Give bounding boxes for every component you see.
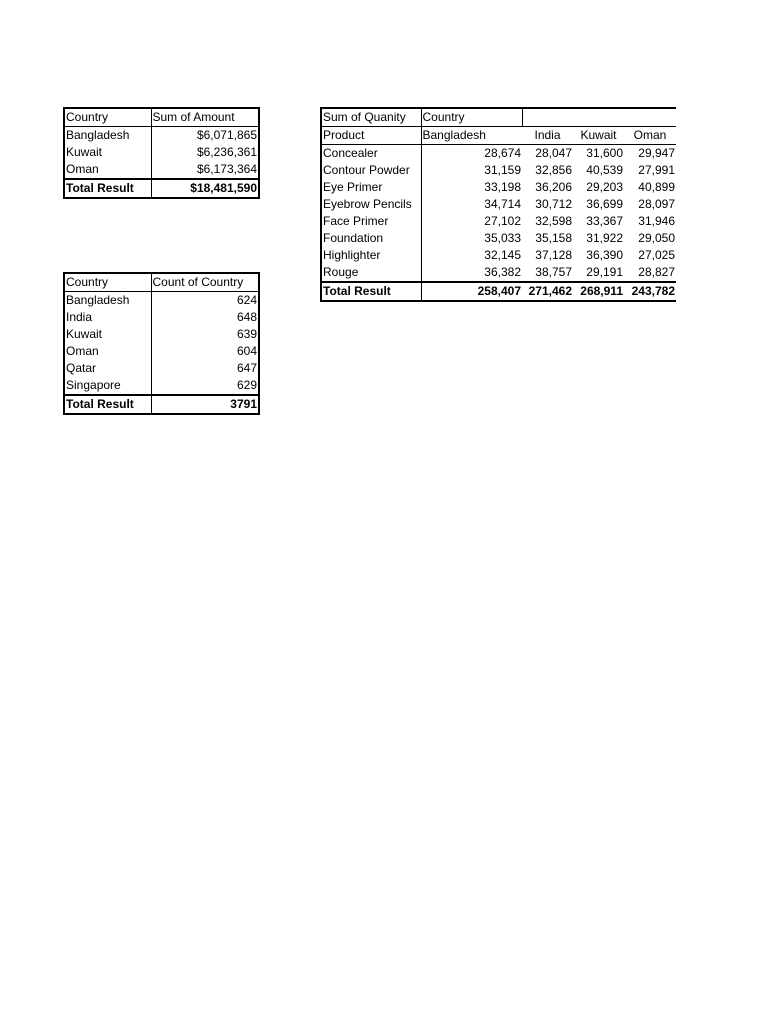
table-row [64, 292, 259, 310]
quantity-cell[interactable]: 36,699 [586, 197, 623, 211]
total-row [64, 395, 259, 414]
table-row [64, 343, 259, 360]
total-amount-cell[interactable]: $18,481,590 [151, 179, 259, 198]
pivot-table-sum-of-quantity [320, 107, 676, 302]
quantity-cell[interactable]: 35,033 [484, 231, 521, 245]
quantity-cell[interactable]: 36,206 [535, 180, 572, 194]
table-row [64, 144, 259, 161]
column-header-cell[interactable]: Bangladesh [421, 127, 522, 145]
product-cell[interactable]: Highlighter [321, 247, 421, 264]
quantity-cell[interactable]: 33,198 [484, 180, 521, 194]
column-header-cell[interactable]: India [522, 127, 573, 145]
count-cell[interactable]: 647 [236, 361, 257, 375]
product-cell[interactable]: Rouge [321, 264, 421, 282]
product-cell[interactable]: Eyebrow Pencils [321, 196, 421, 213]
quantity-cell[interactable]: 32,856 [535, 163, 572, 177]
quantity-cell[interactable]: 36,382 [484, 265, 521, 279]
country-cell[interactable]: Oman [64, 343, 151, 360]
quantity-cell[interactable]: 31,922 [586, 231, 623, 245]
pivot-title-cell[interactable]: Sum of Quanity [321, 108, 421, 127]
table-header-row [321, 127, 676, 145]
product-cell[interactable]: Concealer [321, 145, 421, 163]
quantity-cell[interactable]: 31,600 [586, 146, 623, 160]
quantity-cell[interactable]: 32,145 [484, 248, 521, 262]
quantity-cell[interactable]: 29,191 [586, 265, 623, 279]
quantity-cell[interactable]: 28,047 [535, 146, 572, 160]
count-cell[interactable]: 648 [236, 310, 257, 324]
amount-cell[interactable]: $6,236,361 [196, 145, 257, 159]
quantity-cell[interactable]: 40,539 [586, 163, 623, 177]
quantity-cell[interactable]: 31,946 [638, 214, 675, 228]
quantity-cell[interactable]: 35,158 [535, 231, 572, 245]
country-cell[interactable]: Singapore [64, 377, 151, 395]
quantity-cell[interactable]: 28,097 [638, 197, 675, 211]
quantity-cell[interactable]: 33,367 [586, 214, 623, 228]
quantity-cell[interactable]: 27,102 [484, 214, 521, 228]
count-cell[interactable]: 629 [236, 378, 257, 392]
table-row [64, 360, 259, 377]
table-row [64, 326, 259, 343]
table-header-row [64, 273, 259, 292]
total-row [321, 282, 676, 301]
quantity-cell[interactable]: 38,757 [535, 265, 572, 279]
product-cell[interactable]: Eye Primer [321, 179, 421, 196]
country-cell[interactable]: Bangladesh [64, 127, 151, 145]
table-row [321, 179, 676, 196]
quantity-cell[interactable]: 28,827 [638, 265, 675, 279]
table-row [64, 377, 259, 395]
product-cell[interactable]: Face Primer [321, 213, 421, 230]
quantity-cell[interactable]: 32,598 [535, 214, 572, 228]
column-field-label-cell[interactable]: Country [421, 108, 522, 127]
total-label-cell[interactable]: Total Result [321, 282, 421, 301]
header-cell-country[interactable]: Country [64, 108, 151, 127]
total-quantity-cell[interactable]: 258,407 [421, 282, 522, 301]
table-row [321, 264, 676, 282]
row-field-label-cell[interactable]: Product [321, 127, 421, 145]
quantity-cell[interactable]: 27,025 [638, 248, 675, 262]
count-cell[interactable]: 604 [236, 344, 257, 358]
total-label-cell[interactable]: Total Result [64, 395, 151, 414]
table-row [321, 145, 676, 163]
header-cell-count-of-country[interactable]: Count of Country [151, 273, 259, 292]
total-quantity-cell[interactable]: 271,462 [522, 282, 573, 301]
table-row [321, 230, 676, 247]
pivot-table-count-of-country [63, 272, 260, 415]
table-row [64, 309, 259, 326]
table-header-row [64, 108, 259, 127]
country-cell[interactable]: Qatar [64, 360, 151, 377]
country-cell[interactable]: Kuwait [64, 326, 151, 343]
column-header-cell[interactable]: Oman [624, 127, 676, 145]
table-row [321, 247, 676, 264]
country-cell[interactable]: Kuwait [64, 144, 151, 161]
amount-cell[interactable]: $6,071,865 [196, 128, 257, 142]
column-header-cell[interactable]: Kuwait [573, 127, 624, 145]
column-field-row [321, 108, 676, 127]
quantity-cell[interactable]: 34,714 [484, 197, 521, 211]
empty-cell[interactable] [522, 108, 676, 127]
quantity-cell[interactable]: 37,128 [535, 248, 572, 262]
table-row [321, 162, 676, 179]
country-cell[interactable]: Bangladesh [64, 292, 151, 310]
quantity-cell[interactable]: 31,159 [484, 163, 521, 177]
quantity-cell[interactable]: 29,203 [586, 180, 623, 194]
product-cell[interactable]: Foundation [321, 230, 421, 247]
pivot-table-sum-of-amount [63, 107, 260, 199]
table-row [64, 127, 259, 145]
product-cell[interactable]: Contour Powder [321, 162, 421, 179]
table-row [64, 161, 259, 179]
header-cell-country[interactable]: Country [64, 273, 151, 292]
amount-cell[interactable]: $6,173,364 [196, 162, 257, 176]
count-cell[interactable]: 639 [236, 327, 257, 341]
total-quantity-cell[interactable]: 268,911 [573, 282, 624, 301]
country-cell[interactable]: India [64, 309, 151, 326]
quantity-cell[interactable]: 29,947 [638, 146, 675, 160]
quantity-cell[interactable]: 30,712 [535, 197, 572, 211]
quantity-cell[interactable]: 36,390 [586, 248, 623, 262]
quantity-cell[interactable]: 40,899 [638, 180, 675, 194]
total-quantity-cell[interactable]: 243,782 [624, 282, 676, 301]
quantity-cell[interactable]: 27,991 [638, 163, 675, 177]
count-cell[interactable]: 624 [236, 293, 257, 307]
country-cell[interactable]: Oman [64, 161, 151, 179]
total-row [64, 179, 259, 198]
header-cell-sum-of-amount[interactable]: Sum of Amount [151, 108, 259, 127]
quantity-cell[interactable]: 28,674 [484, 146, 521, 160]
table-row [321, 196, 676, 213]
quantity-cell[interactable]: 29,050 [638, 231, 675, 245]
total-count-cell[interactable]: 3791 [151, 395, 259, 414]
total-label-cell[interactable]: Total Result [64, 179, 151, 198]
table-row [321, 213, 676, 230]
